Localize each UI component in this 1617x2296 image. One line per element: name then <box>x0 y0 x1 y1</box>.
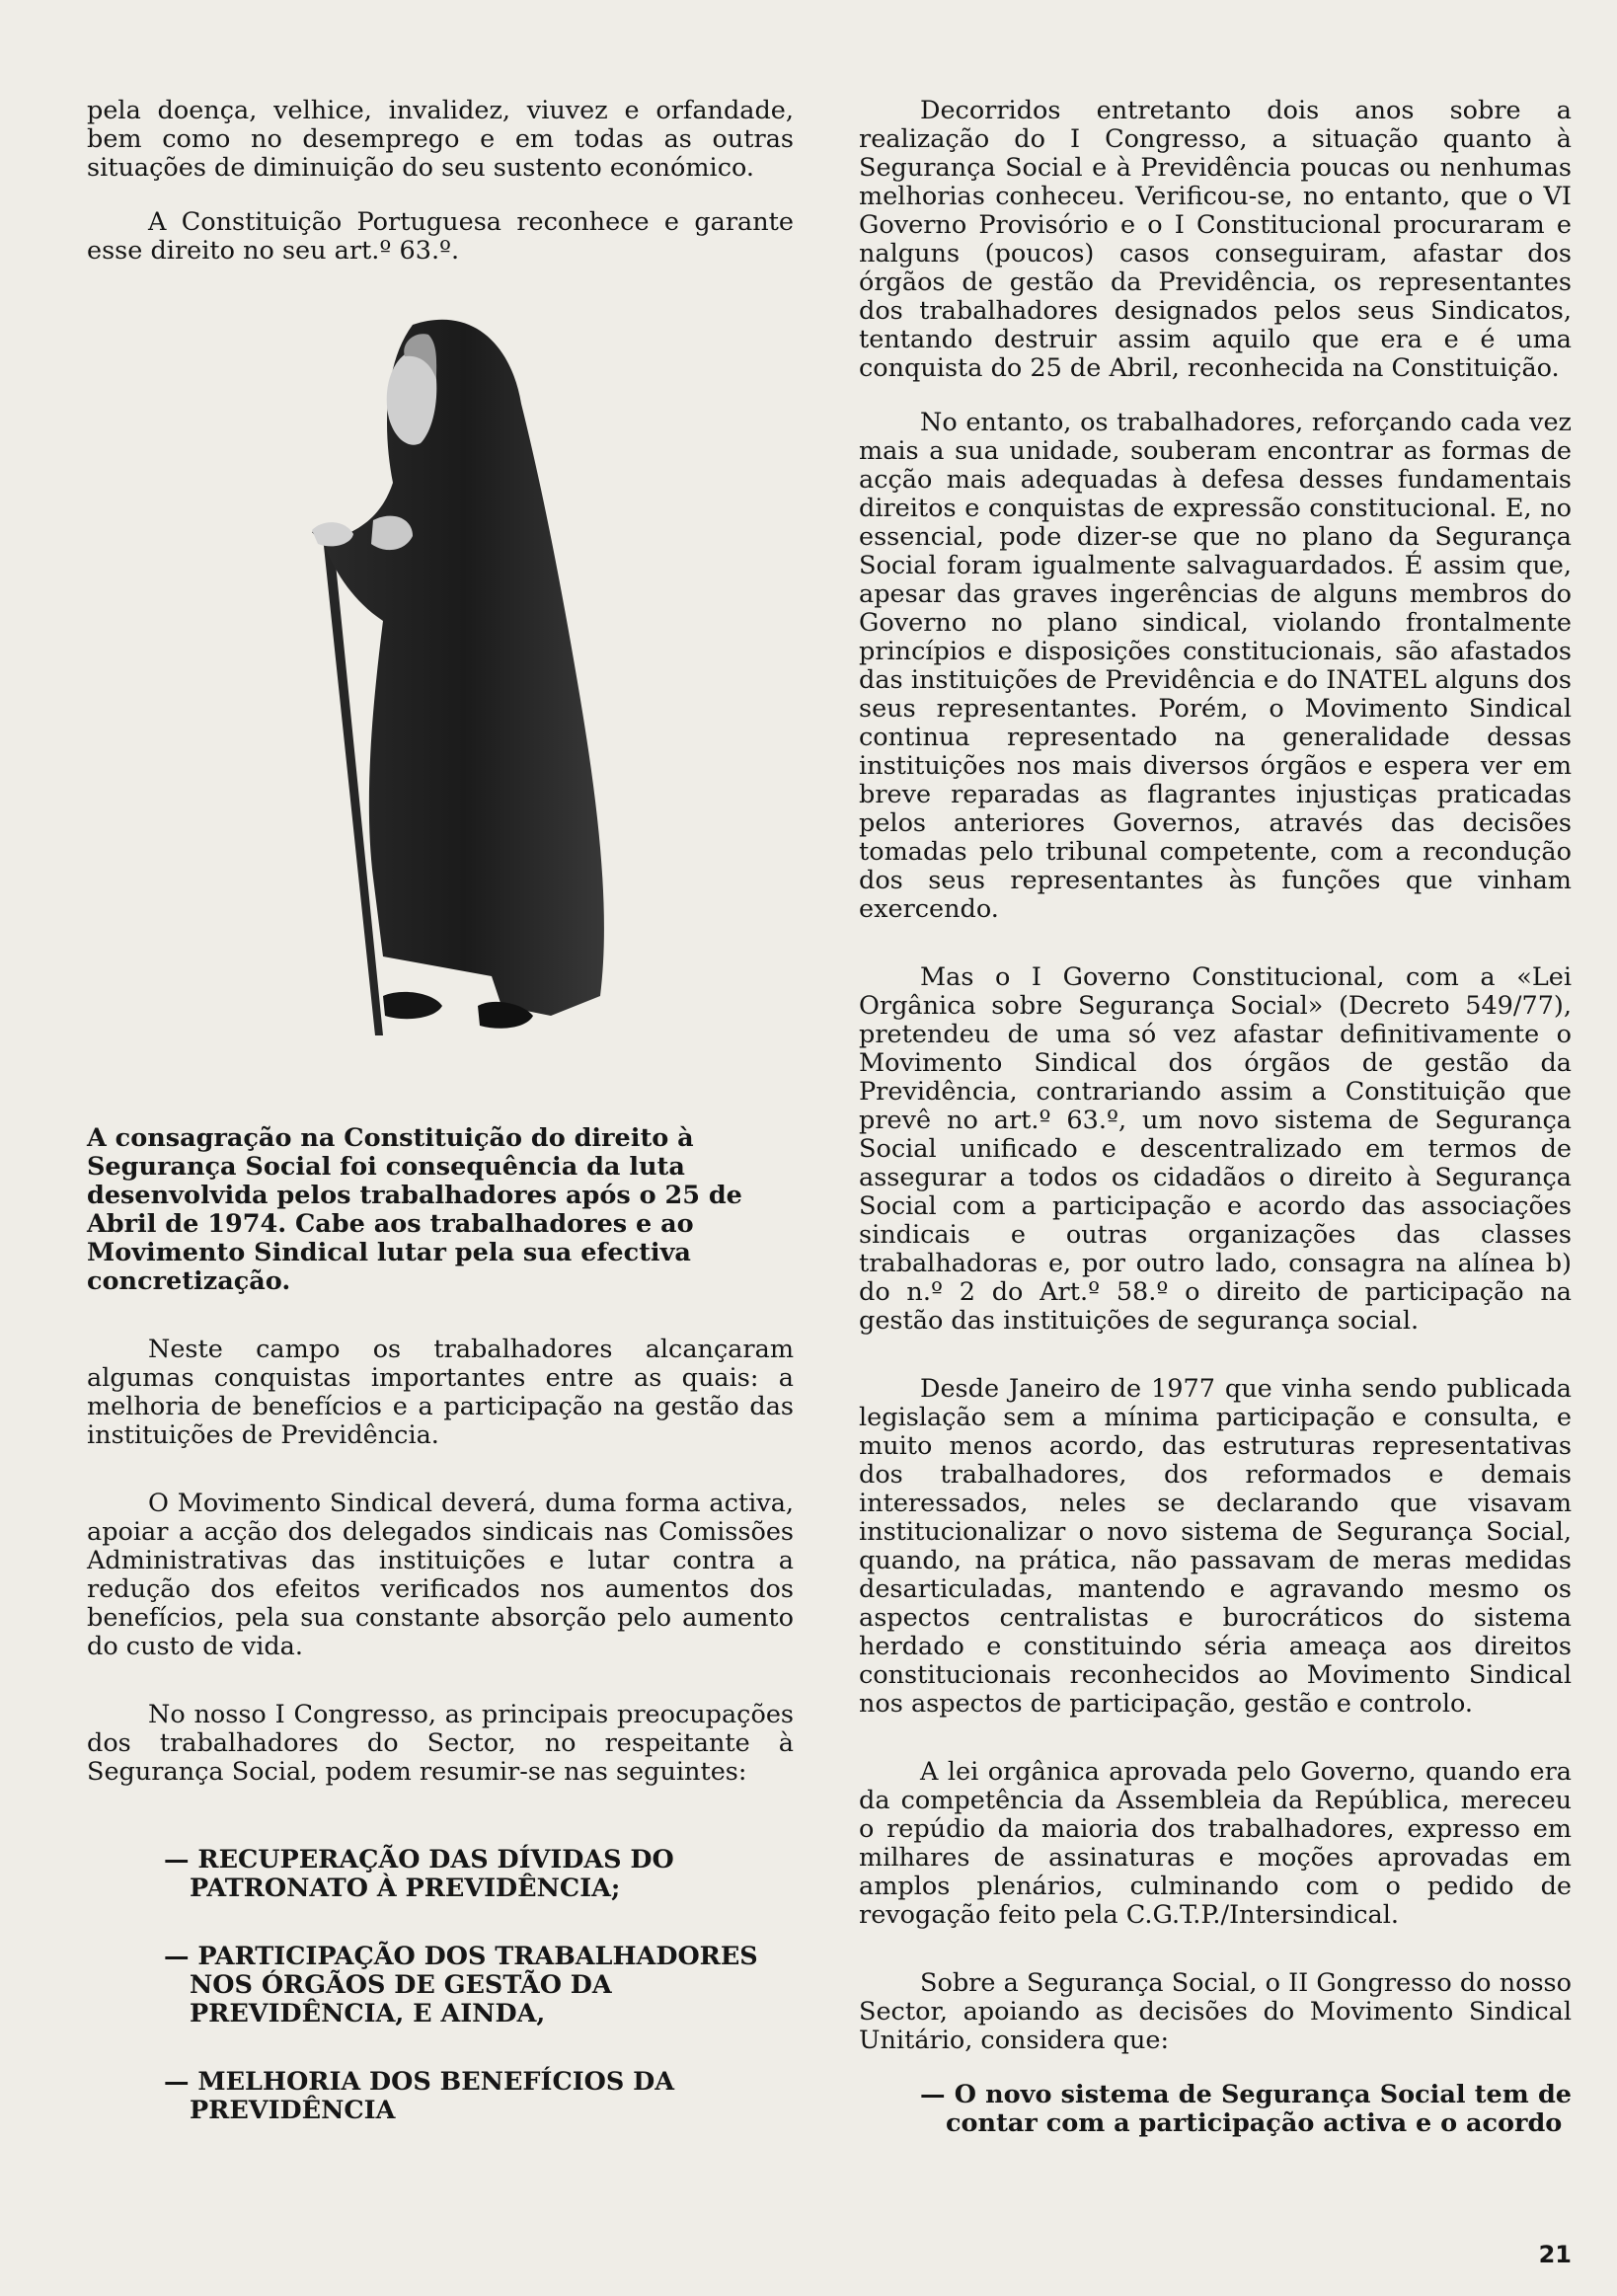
list-item: — O novo sistema de Segurança Social tem de contar com a participação activa e o acordo <box>920 2080 1572 2138</box>
list-item: — MELHORIA DOS BENEFÍCIOS DA PREVIDÊNCIA <box>164 2067 675 2125</box>
right-column <box>859 97 1572 2268</box>
paragraph: Desde Janeiro de 1977 que vinha sendo publicada legislação sem a mínima participação e consulta, e muito menos acordo, das estruturas representativas dos trabalhadores, dos reformados e demais interessados, neles se declarando que visavam institucionalizar o novo sistema de Segurança Social, quando, na prática, não passavam de meras medidas desarticuladas, mantendo e agravando mesmo os aspectos centralistas e burocráticos do sistema herdado e constituindo séria ameaça aos direitos constitucionais reconhecidos ao Movimento Sindical nos aspectos de participação, gestão e controlo. <box>859 1374 1572 1719</box>
page-number: 21 <box>1538 2241 1572 2268</box>
paragraph: Mas o I Governo Constitucional, com a «Lei Orgânica sobre Segurança Social» (Decreto 549/77), pretendeu de uma só vez afastar definitivamente o Movimento Sindical dos órgãos de gestão da Previdência, contrariando assim a Constituição que prevê no art.º 63.º, um novo sistema de Segurança Social unificado e descentralizado em termos de assegurar a todos os cidadãos o direito à Segurança Social com a participação e acordo das associações sindicais e outras organizações das classes trabalhadoras e, por outro lado, consagra na alínea b) do n.º 2 do Art.º 58.º o direito de participação na gestão das instituições de segurança social. <box>859 962 1572 1336</box>
paragraph: No entanto, os trabalhadores, reforçando cada vez mais a sua unidade, souberam encontrar as formas de acção mais adequadas à defesa desses fundamentais direitos e conquistas de expressão constitucional. E, no essencial, pode dizer-se que no plano da Segurança Social foram igualmente salvaguardados. É assim que, apesar das graves ingerências de alguns membros do Governo no plano sindical, violando frontalmente princípios e disposições constitucionais, são afastados das instituições de Previdência e do INATEL alguns dos seus representantes. Porém, o Movimento Sindical continua representado na generalidade dessas instituições nos mais diversos órgãos e espera ver em breve reparadas as flagrantes injustiças praticadas pelos anteriores Governos, através das decisões tomadas pelo tribunal competente, com a recondução dos seus representantes às funções que vinham exercendo. <box>859 408 1572 924</box>
list-item: — RECUPERAÇÃO DAS DÍVIDAS DO PATRONATO À PREVIDÊNCIA; <box>164 1845 674 1903</box>
left-column <box>87 97 794 2268</box>
paragraph: O Movimento Sindical deverá, duma forma activa, apoiar a acção dos delegados sindicais nas Comissões Administrativas das instituições e lutar contra a redução dos efeitos verificados nos aumentos dos benefícios, pela sua constante absorção pelo aumento do custo de vida. <box>87 1489 794 1661</box>
photo-elderly-woman-with-cane <box>87 285 794 1045</box>
paragraph: Neste campo os trabalhadores alcançaram algumas conquistas importantes entre as quais: a melhoria de benefícios e a participação na gestão das instituições de Previdência. <box>87 1335 794 1450</box>
photo-illustration <box>87 285 794 1045</box>
list-item: — PARTICIPAÇÃO DOS TRABALHADORES NOS ÓRGÃOS DE GESTÃO DA PREVIDÊNCIA, E AINDA, <box>164 1942 758 2028</box>
paragraph: A lei orgânica aprovada pelo Governo, quando era da competência da Assembleia da República, mereceu o repúdio da maioria dos trabalhadores, expresso em milhares de assinaturas e moções aprovadas em amplos plenários, culminando com o pedido de revogação feito pela C.G.T.P./Intersindical. <box>859 1757 1572 1930</box>
photo-caption: A consagração na Constituição do direito à Segurança Social foi consequência da luta desenvolvida pelos trabalhadores após o 25 de Abril de 1974. Cabe aos trabalhadores e ao Movimento Sindical lutar pela sua efectiva concretização. <box>87 1123 742 1296</box>
paragraph: Sobre a Segurança Social, o II Gongresso do nosso Sector, apoiando as decisões do Movimento Sindical Unitário, considera que: <box>859 1968 1572 2055</box>
paragraph: No nosso I Congresso, as principais preocupações dos trabalhadores do Sector, no respeitante à Segurança Social, podem resumir-se nas seguintes: <box>87 1700 794 1787</box>
paragraph: pela doença, velhice, invalidez, viuvez e orfandade, bem como no desemprego e em todas as outras situações de diminuição do seu sustento económico. <box>87 96 794 183</box>
paragraph: Decorridos entretanto dois anos sobre a realização do I Congresso, a situação quanto à Segurança Social e à Previdência poucas ou nenhumas melhorias conheceu. Verificou-se, no entanto, que o VI Governo Provisório e o I Constitucional procuraram e nalguns (poucos) casos conseguiram, afastar dos órgãos de gestão da Previdência, os representantes dos trabalhadores designados pelos seus Sindicatos, tentando destruir assim aquilo que era e é uma conquista do 25 de Abril, reconhecida na Constituição. <box>859 96 1572 383</box>
paragraph: A Constituição Portuguesa reconhece e garante esse direito no seu art.º 63.º. <box>87 207 794 266</box>
